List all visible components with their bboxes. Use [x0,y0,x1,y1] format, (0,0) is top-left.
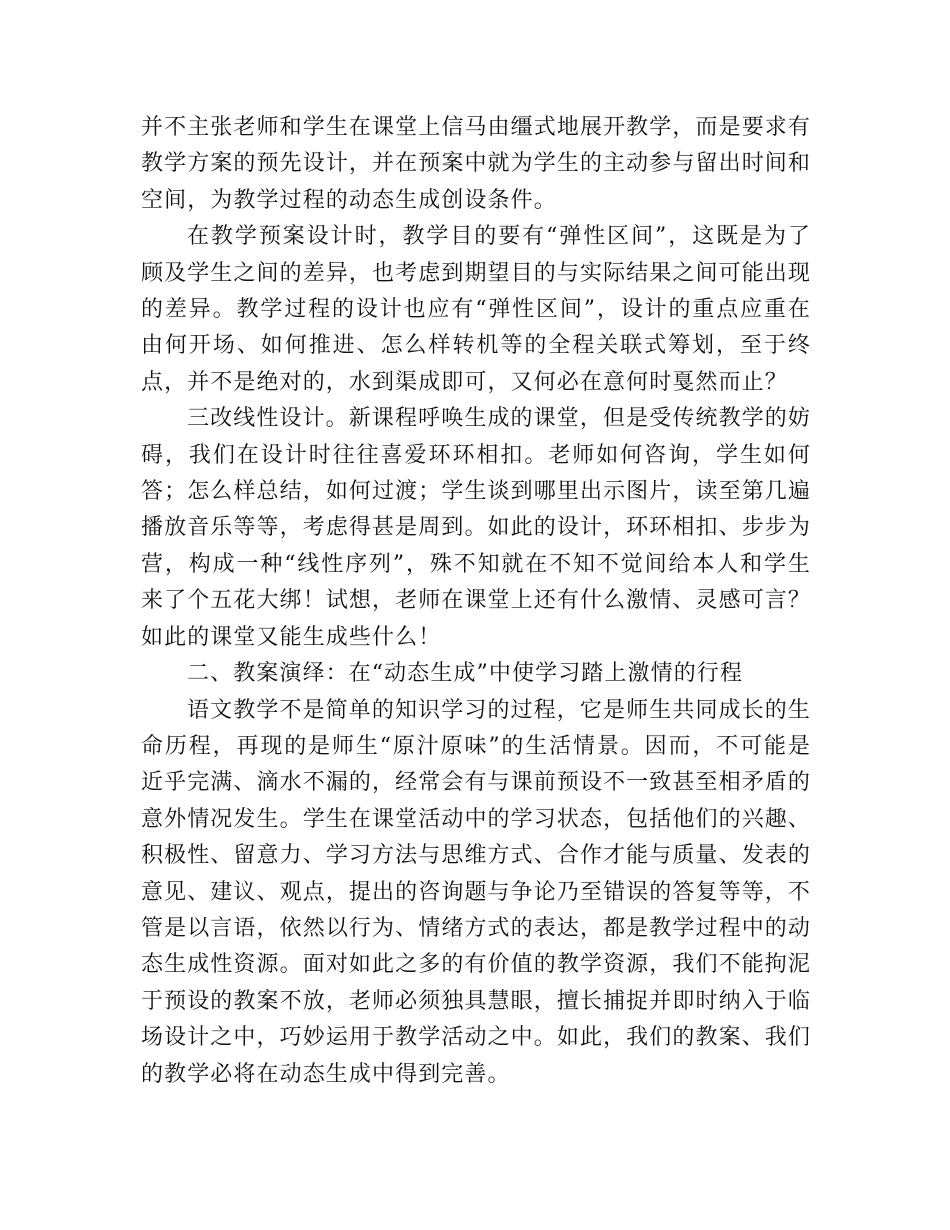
section-heading: 二、教案演绎：在“动态生成”中使学习踏上激情的行程 [187,661,743,687]
paragraph-dynamic-generation: 语文教学不是简单的知识学习的过程，它是师生共同成长的生命历程，再现的是师生“原汁原味”的生活情景。因而，不可能是近乎完满、滴水不漏的，经常会有与课前预设不一致甚至相矛盾的意外情况发生。学生在课堂活动中的学习状态，包括他们的兴趣、积极性、留意力、学习方法与思维方式、合作才能与质量、发表的意见、建议、观点，提出的咨询题与争论乃至错误的答复等等，不管是以言语，依然以行为、情绪方式的表达，都是教学过程中的动态生成性资源。面对如此之多的有价值的教学资源，我们不能拘泥于预设的教案不放，老师必须独具慧眼，擅长捕捉并即时纳入于临场设计之中，巧妙运用于教学活动之中。如此，我们的教案、我们的教学必将在动态生成中得到完善。 [141,697,811,1087]
paragraph-flexible-range: 在教学预案设计时，教学目的要有“弹性区间”，这既是为了顾及学生之间的差异，也考虑到期望目的与实际结果之间可能出现的差异。教学过程的设计也应有“弹性区间”，设计的重点应重在由何开场、如何推进、怎么样转机等的全程关联式筹划，至于终点，并不是绝对的，水到渠成即可，又何必在意何时戛然而止？ [141,224,811,395]
paragraph-linear-design: 三改线性设计。新课程呼唤生成的课堂，但是受传统教学的妨碍，我们在设计时往往喜爱环环相扣。老师如何咨询，学生如何答；怎么样总结，如何过渡；学生谈到哪里出示图片，读至第几遍播放音乐等等，考虑得甚是周到。如此的设计，环环相扣、步步为营，构成一种“线性序列”，殊不知就在不知不觉间给本人和学生来了个五花大绑！试想，老师在课堂上还有什么激情、灵感可言？如此的课堂又能生成些什么！ [141,406,811,650]
document-body [141,110,811,1093]
paragraph-continued: 并不主张老师和学生在课堂上信马由缰式地展开教学，而是要求有教学方案的预先设计，并在预案中就为学生的主动参与留出时间和空间，为教学过程的动态生成创设条件。 [141,115,811,213]
